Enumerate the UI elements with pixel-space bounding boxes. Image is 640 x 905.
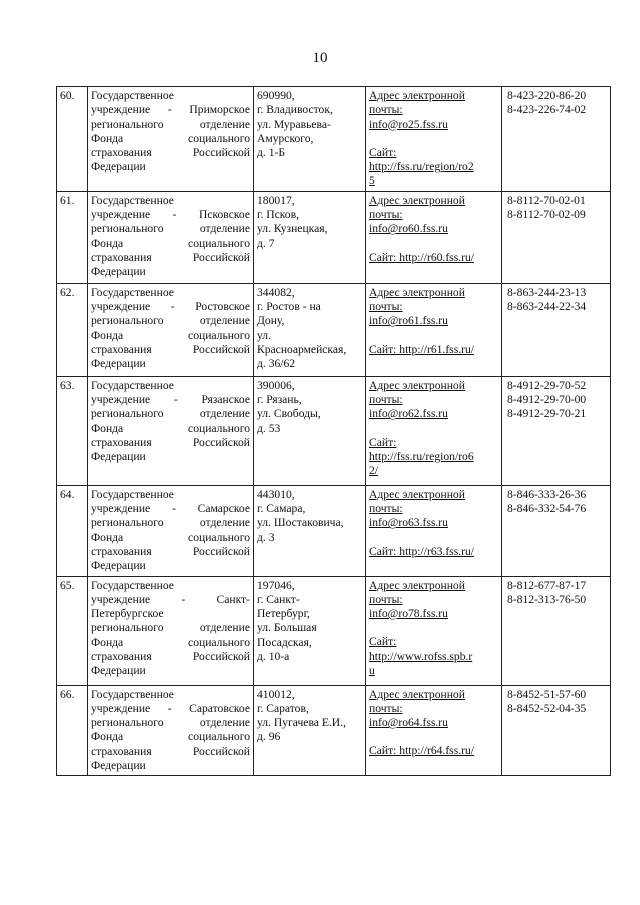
phone-numbers xyxy=(502,87,611,192)
address-line: г. Саратов, xyxy=(257,701,309,715)
address-line: г. Самара, xyxy=(257,502,306,516)
row-number: 64. xyxy=(57,485,88,576)
address-line: 180017, xyxy=(257,193,295,207)
postal-address xyxy=(254,685,366,776)
institution-name-line: страхования Российской xyxy=(91,342,250,356)
phone-number: 8-423-220-86-20 xyxy=(507,89,587,102)
website-link[interactable]: Сайт: xyxy=(369,635,397,649)
website-link[interactable]: u xyxy=(369,664,375,678)
table-body xyxy=(57,87,611,776)
email-link[interactable]: info@ro25.fss.ru xyxy=(369,117,448,131)
institution-name-line: Государственное xyxy=(91,578,174,592)
institution-name-line: учреждение - Приморское xyxy=(91,103,250,117)
email-label: Адрес электронной xyxy=(369,378,465,392)
website-link[interactable]: Сайт: http://r61.fss.ru/ xyxy=(369,342,474,356)
institution-name-line: Петербургское xyxy=(91,607,164,621)
institution-name-line: регионального отделение xyxy=(91,407,250,421)
phone-number: 8-423-226-74-02 xyxy=(507,103,587,117)
address-line: Красноармейская, xyxy=(257,342,347,356)
institution-name-line: учреждение - Самарское xyxy=(91,502,250,516)
spacer xyxy=(369,730,498,744)
spacer xyxy=(369,237,498,251)
phone-numbers xyxy=(502,685,611,776)
row-number: 65. xyxy=(57,576,88,685)
spacer xyxy=(369,621,498,635)
institution-name-line: Федерации xyxy=(91,759,146,773)
address-line: ул. Муравьева- xyxy=(257,117,331,131)
table-row xyxy=(57,191,611,283)
postal-address xyxy=(254,87,366,192)
institution-name-line: Государственное xyxy=(91,487,174,501)
email-label: Адрес электронной xyxy=(369,285,465,299)
email-label: Адрес электронной xyxy=(369,687,465,701)
institution-name-line: Федерации xyxy=(91,265,146,279)
institution-name xyxy=(88,87,254,192)
institution-name-line: Государственное xyxy=(91,193,174,207)
institution-name-line: регионального отделение xyxy=(91,516,250,530)
table-row xyxy=(57,485,611,576)
phone-number: 8-846-332-54-76 xyxy=(507,502,587,516)
institution-name-line: Государственное xyxy=(91,89,174,102)
address-line: г. Псков, xyxy=(257,208,299,222)
website-link[interactable]: 5 xyxy=(369,174,375,188)
institution-name-line: Федерации xyxy=(91,160,146,174)
contact-web xyxy=(366,685,502,776)
institution-name-line: учреждение - Ростовское xyxy=(91,300,250,314)
institution-name-line: страхования Российской xyxy=(91,435,250,449)
institution-name-line: Государственное xyxy=(91,285,174,299)
institution-name-line: Федерации xyxy=(91,450,146,464)
address-line: д. 10-а xyxy=(257,650,290,664)
phone-numbers xyxy=(502,485,611,576)
postal-address xyxy=(254,191,366,283)
institution-name-line: страхования Российской xyxy=(91,544,250,558)
phone-number: 8-4912-29-70-00 xyxy=(507,393,587,407)
website-link[interactable]: Сайт: http://r63.fss.ru/ xyxy=(369,544,474,558)
institution-name-line: страхования Российской xyxy=(91,146,250,160)
email-link[interactable]: info@ro78.fss.ru xyxy=(369,607,448,621)
address-line: г. Санкт- xyxy=(257,592,300,606)
institution-name xyxy=(88,376,254,485)
email-link[interactable]: info@ro63.fss.ru xyxy=(369,516,448,530)
table-row xyxy=(57,376,611,485)
institution-name-line: страхования Российской xyxy=(91,744,250,758)
address-line: д. 36/62 xyxy=(257,357,296,371)
phone-number: 8-812-313-76-50 xyxy=(507,592,587,606)
phone-number: 8-863-244-22-34 xyxy=(507,300,587,314)
address-line: д. 7 xyxy=(257,236,275,250)
institution-name-line: Фонда социального xyxy=(91,236,250,250)
address-line: д. 3 xyxy=(257,530,275,544)
address-line: 410012, xyxy=(257,687,295,701)
website-link[interactable]: http://www.rofss.spb.r xyxy=(369,649,473,663)
email-link[interactable]: info@ro62.fss.ru xyxy=(369,407,448,421)
website-link[interactable]: Сайт: xyxy=(369,435,397,449)
address-line: 690990, xyxy=(257,89,295,102)
email-label: почты: xyxy=(369,103,403,117)
table-row xyxy=(57,576,611,685)
contact-web xyxy=(366,283,502,376)
row-number: 66. xyxy=(57,685,88,776)
institution-name-line: Фонда социального xyxy=(91,328,250,342)
contact-web xyxy=(366,87,502,192)
institution-name-line: учреждение - Санкт- xyxy=(91,592,250,606)
institution-name-line: регионального отделение xyxy=(91,314,250,328)
email-label: Адрес электронной xyxy=(369,578,465,592)
row-number: 60. xyxy=(57,87,88,192)
table-row xyxy=(57,283,611,376)
institution-name-line: регионального отделение xyxy=(91,117,250,131)
row-number: 63. xyxy=(57,376,88,485)
email-label: почты: xyxy=(369,208,403,222)
spacer xyxy=(369,422,498,436)
address-line: д. 96 xyxy=(257,730,281,744)
institution-name-line: Фонда социального xyxy=(91,730,250,744)
address-line: 197046, xyxy=(257,578,295,592)
address-line: ул. Кузнецкая, xyxy=(257,222,328,236)
institution-name xyxy=(88,685,254,776)
phone-number: 8-812-677-87-17 xyxy=(507,578,587,592)
email-label: почты: xyxy=(369,300,403,314)
spacer xyxy=(369,132,498,146)
address-line: ул. Пугачева Е.И., xyxy=(257,716,346,730)
institution-name-line: Государственное xyxy=(91,378,174,392)
phone-number: 8-8452-51-57-60 xyxy=(507,687,587,701)
row-number: 61. xyxy=(57,191,88,283)
institution-name xyxy=(88,485,254,576)
institution-name-line: учреждение - Саратовское xyxy=(91,701,250,715)
institution-name-line: страхования Российской xyxy=(91,650,250,664)
address-line: г. Владивосток, xyxy=(257,103,333,117)
address-line: д. 1-Б xyxy=(257,146,286,160)
website-link[interactable]: Сайт: http://r64.fss.ru/ xyxy=(369,744,474,758)
email-label: почты: xyxy=(369,393,403,407)
spacer xyxy=(369,531,498,545)
institution-name-line: регионального отделение xyxy=(91,222,250,236)
address-line: 344082, xyxy=(257,285,295,299)
contact-web xyxy=(366,576,502,685)
address-line: ул. Шостаковича, xyxy=(257,516,344,530)
website-link[interactable]: Сайт: xyxy=(369,145,397,159)
institution-name-line: учреждение - Псковское xyxy=(91,208,250,222)
email-label: почты: xyxy=(369,592,403,606)
phone-number: 8-4912-29-70-21 xyxy=(507,407,587,421)
address-line: ул. xyxy=(257,328,271,342)
postal-address xyxy=(254,376,366,485)
institution-name-line: Фонда социального xyxy=(91,421,250,435)
page-number: 10 xyxy=(312,50,328,66)
email-label: Адрес электронной xyxy=(369,487,465,501)
address-line: Амурского, xyxy=(257,131,314,145)
email-link[interactable]: info@ro64.fss.ru xyxy=(369,716,448,730)
institution-name-line: Фонда социального xyxy=(91,635,250,649)
institution-name xyxy=(88,576,254,685)
phone-number: 8-863-244-23-13 xyxy=(507,285,587,299)
address-line: 443010, xyxy=(257,487,295,501)
institution-name-line: Государственное xyxy=(91,687,174,701)
institution-name xyxy=(88,191,254,283)
email-link[interactable]: info@ro60.fss.ru xyxy=(369,222,448,236)
address-line: ул. Свободы, xyxy=(257,407,321,421)
phone-number: 8-8452-52-04-35 xyxy=(507,701,587,715)
postal-address xyxy=(254,485,366,576)
phone-number: 8-4912-29-70-52 xyxy=(507,378,587,392)
institution-name-line: Федерации xyxy=(91,559,146,573)
institution-name-line: регионального отделение xyxy=(91,716,250,730)
institution-name xyxy=(88,283,254,376)
institution-name-line: регионального отделение xyxy=(91,621,250,635)
email-label: почты: xyxy=(369,502,403,516)
phone-number: 8-8112-70-02-09 xyxy=(507,208,586,222)
phone-number: 8-8112-70-02-01 xyxy=(507,193,586,207)
website-link[interactable]: http://fss.ru/region/ro6 xyxy=(369,449,474,463)
contact-web xyxy=(366,376,502,485)
website-link[interactable]: 2/ xyxy=(369,464,379,478)
address-line: г. Рязань, xyxy=(257,393,302,407)
contact-web xyxy=(366,485,502,576)
address-line: Петербург, xyxy=(257,607,310,621)
address-line: 390006, xyxy=(257,378,295,392)
fss-offices-table xyxy=(56,86,611,776)
website-link[interactable]: http://fss.ru/region/ro2 xyxy=(369,160,474,174)
phone-numbers xyxy=(502,283,611,376)
phone-numbers xyxy=(502,376,611,485)
postal-address xyxy=(254,283,366,376)
spacer xyxy=(369,329,498,343)
row-number: 62. xyxy=(57,283,88,376)
table-row xyxy=(57,685,611,776)
institution-name-line: Фонда социального xyxy=(91,131,250,145)
email-label: Адрес электронной xyxy=(369,193,465,207)
institution-name-line: страхования Российской xyxy=(91,250,250,264)
address-line: д. 53 xyxy=(257,421,281,435)
phone-numbers xyxy=(502,191,611,283)
email-link[interactable]: info@ro61.fss.ru xyxy=(369,314,448,328)
institution-name-line: Федерации xyxy=(91,664,146,678)
postal-address xyxy=(254,576,366,685)
institution-name-line: учреждение - Рязанское xyxy=(91,393,250,407)
phone-number: 8-846-333-26-36 xyxy=(507,487,587,501)
phone-numbers xyxy=(502,576,611,685)
address-line: Дону, xyxy=(257,314,285,328)
contact-web xyxy=(366,191,502,283)
address-line: г. Ростов - на xyxy=(257,300,321,314)
address-line: Посадская, xyxy=(257,635,312,649)
email-label: Адрес электронной xyxy=(369,89,465,102)
address-line: ул. Большая xyxy=(257,621,317,635)
website-link[interactable]: Сайт: http://r60.fss.ru/ xyxy=(369,250,474,264)
institution-name-line: Федерации xyxy=(91,357,146,371)
table-row xyxy=(57,87,611,192)
institution-name-line: Фонда социального xyxy=(91,530,250,544)
email-label: почты: xyxy=(369,701,403,715)
